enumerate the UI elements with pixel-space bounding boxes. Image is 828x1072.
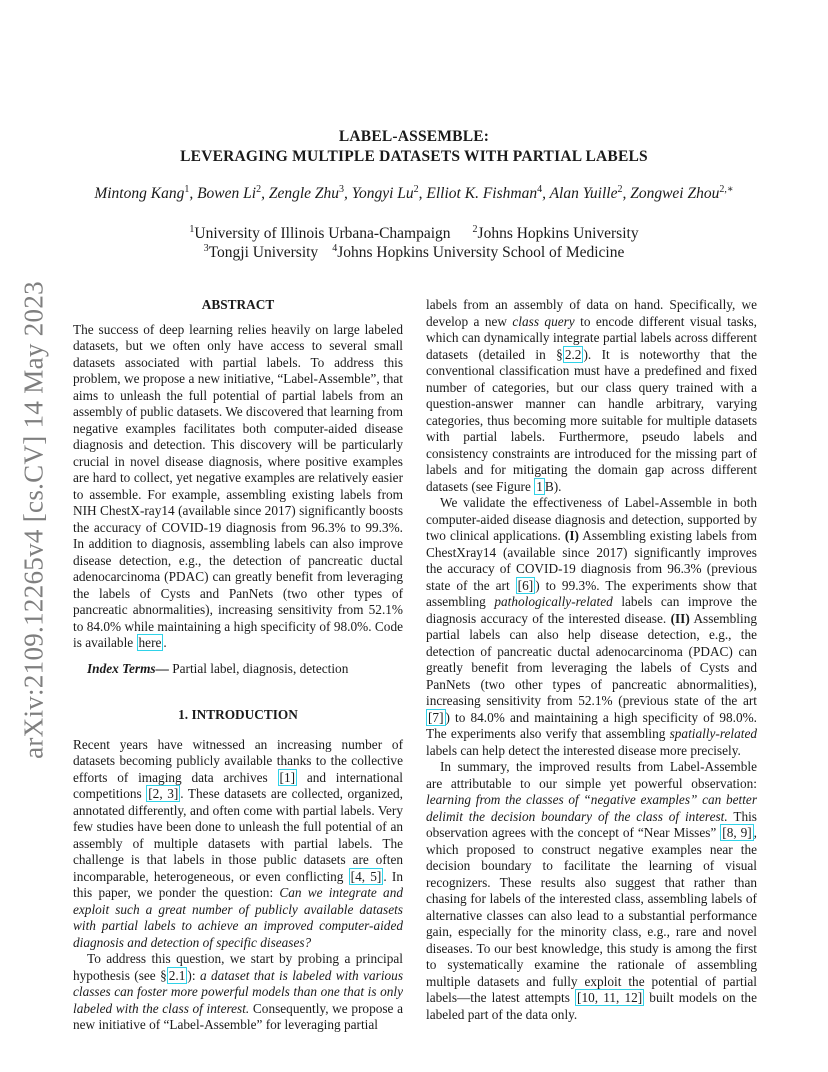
affiliation: $^1$University of Illinois Urbana-Champaign — [189, 224, 451, 243]
author: Bowen Li$^2$ — [197, 184, 262, 203]
author: Zengle Zhu$^3$ — [268, 184, 345, 203]
affiliation: $^3$Tongji University — [203, 243, 319, 262]
introduction-heading: 1. INTRODUCTION — [178, 707, 298, 722]
citation-link[interactable]: [1] — [279, 769, 296, 785]
affiliations-line2 — [0, 243, 828, 262]
intro-paragraph-2: To address this question, we start by probing a principal hypothesis (see § 2.1 ): a dataset that is labeled with various classes can foster more powerful models than one that is only labeled with the class of interest. Consequently, we propose a new initiative of “Label-Assemble” for leveraging partial — [73, 951, 404, 1032]
code-link[interactable]: here — [138, 635, 162, 650]
citation-link[interactable]: [6] — [517, 577, 534, 593]
intro-paragraph-1: Recent years have witnessed an increasing number of datasets becoming publicly available thanks to the collective efforts of imaging data archives [1] and international competitions [2, 3] . These datasets are collected, organized, annotated differently, and often come with partial labels. Very few studies have been done to unleash the full potential of an assembly of multiple datasets with partial labels. The challenge is that labels in those public datasets are often incomparable, heterogeneous, or even conflicting [4, 5] . In this paper, we ponder the question: Can we integrate and exploit such a great number of publicly available datasets with partial labels to achieve an improved computer-aided diagnosis and detection of specific diseases? — [73, 736, 404, 950]
body-paragraph-3: In summary, the improved results from Label-Assemble are attributable to our simple yet powerful observation: learning from the classes of “negative examples” can better delimit the decision boundary of the class of interest. This observation agrees with the concept of “Near Misses” [8, 9] , which proposed to construct negative examples near the decision boundary to facilitate the learning of visual recognizers. These results also suggest that rather than chasing for labels of the interested class, assembling labels of alternative classes can also lead to a substantial performance gain, especially for the minority class, e.g., rare and novel diseases. To our best knowledge, this study is among the first to systematically examine the rationale of assembling multiple datasets and fully exploit the potential of partial labels—the latest attempts [10, 11, 12] built models on the labeled part of the data only. — [426, 759, 757, 1022]
paper-title-line1: LABEL-ASSEMBLE: — [338, 128, 490, 145]
citation-link[interactable]: [2, 3] — [148, 786, 179, 801]
author-list: Mintong Kang$^1$, Bowen Li$^2$, Zengle Zhu$^3$, Yongyi Lu$^2$, Elliot K. Fishman$^4$, Alan Yuille$^2$, Zongwei Zhou$^{2,∗}$ — [94, 184, 734, 203]
body-paragraph-1: labels from an assembly of data on hand. Specifically, we develop a new class query to encode different visual tasks, which can dynamically integrate partial labels across different datasets (detailed in § 2.2 ). It is noteworthy that the conventional classification must have a predefined and fixed number of categories, but our class query trained with a question-answer manner can handle arbitrary, varying categories, thus becoming more suitable for multiple datasets with partial labels. Furthermore, pseudo labels and consistency constraints are introduced for the missing part of labels and for mitigating the domain gap across different datasets (see Figure 1 B). — [426, 297, 757, 494]
arxiv-identifier: arXiv:2109.12265v4 [cs.CV] 14 May 2023 — [18, 281, 49, 759]
citation-link[interactable]: [8, 9] — [722, 825, 752, 840]
affiliation: $^4$Johns Hopkins University School of Medicine — [332, 243, 625, 262]
citation-link[interactable]: [10, 11, 12] — [577, 990, 643, 1005]
figure-link[interactable]: 1 — [536, 478, 543, 494]
affiliations-line1 — [0, 224, 828, 243]
body-paragraph-2: We validate the effectiveness of Label-Assemble in both computer-aided disease diagnosis and detection, supported by two clinical applications. (I) Assembling existing labels from ChestXray14 (available since 2017) significantly improves the accuracy of COVID-19 diagnosis from 96.3% (previous state of the art [6] ) to 99.3%. The experiments show that assembling pathologically-related labels can improve the diagnosis accuracy of the interested disease. (II) Assembling partial labels can also help disease detection, e.g., the detection of pancreatic ductal adenocarcinoma (PDAC) can greatly benefit from leveraging the labels of Cysts and PanNets (two other types of pancreatic abnormalities), increasing sensitivity from 52.1% (previous state of the art [7] ) to 84.0% and maintaining a high specificity of 98.0%. The experiments also verify that assembling spatially-related labels can help detect the interested disease more precisely. — [426, 495, 758, 758]
section-link[interactable]: 2.2 — [564, 346, 582, 362]
citation-link[interactable]: [7] — [428, 709, 444, 725]
author: Yongyi Lu$^2$ — [351, 184, 419, 203]
abstract-paragraph: The success of deep learning relies heavily on large labeled datasets, but we often only have access to several small datasets associated with partial labels. To address this problem, we propose a new initiative, “Label-Assemble”, that aims to unleash the full potential of partial labels from an assembly of public datasets. We discovered that learning from negative examples facilitates both computer-aided disease diagnosis and detection. This discovery will be particularly crucial in novel disease diagnosis, where positive examples are hard to collect, yet negative examples are relatively easier to assemble. For example, assembling existing labels from NIH ChestX-ray14 (available since 2017) significantly boosts the accuracy of COVID-19 diagnosis from 96.3% to 99.3%. In addition to diagnosis, assembling labels can also improve disease detection, e.g., the detection of pancreatic ductal adenocarcinoma (PDAC) can greatly benefit from leveraging the labels of Cysts and PanNets (two other types of pancreatic abnormalities), increasing sensitivity from 52.1% to 84.0% while maintaining a high specificity of 98.0%. Code is available here . — [73, 321, 403, 650]
left-column — [73, 297, 403, 1034]
abstract-heading: ABSTRACT — [201, 297, 275, 312]
section-link[interactable]: 2.1 — [168, 967, 186, 983]
citation-link[interactable]: [4, 5] — [350, 868, 382, 884]
paper-title-line2: LEVERAGING MULTIPLE DATASETS WITH PARTIAL LABELS — [180, 148, 648, 165]
author: Zongwei Zhou$^{2,∗}$ — [630, 184, 734, 203]
right-column — [426, 297, 757, 1023]
affiliation: $^2$Johns Hopkins University — [472, 224, 639, 243]
author: Mintong Kang$^1$ — [94, 184, 190, 203]
author: Alan Yuille$^2$ — [549, 184, 623, 203]
index-terms: Index Terms— Partial label, diagnosis, detection — [87, 660, 349, 676]
author: Elliot K. Fishman$^4$ — [426, 184, 543, 203]
